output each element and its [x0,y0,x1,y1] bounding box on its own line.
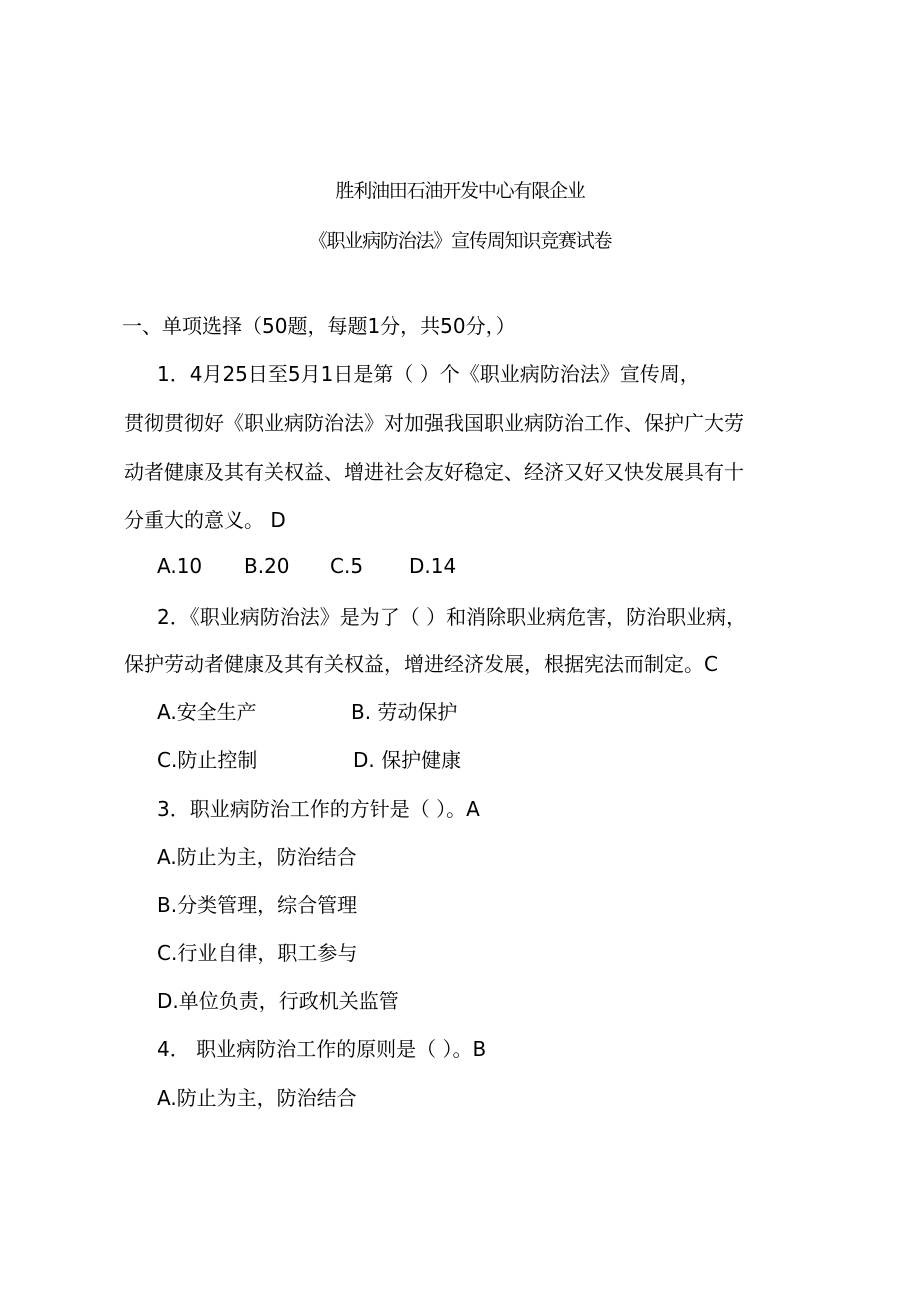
question-1-option-a: A.10 [157,554,203,578]
question-1-option-b: B.20 [244,554,290,578]
question-2-options-row-1 [157,698,557,728]
document-title-company: 胜利油田石油开发中心有限企业 [335,180,585,202]
document-title-exam: 《职业病防治法》宣传周知识竞赛试卷 [308,230,612,252]
question-2-option-a: A.安全生产 [157,700,257,724]
question-3-option-a: A.防止为主，防治结合 [157,845,357,869]
question-2-line-1: 2．《职业病防治法》是为了（ ）和消除职业病危害，防治职业病， [157,605,747,629]
question-4-option-a: A.防止为主，防治结合 [157,1086,357,1110]
question-3-option-b: B.分类管理，综合管理 [157,893,358,917]
question-1-line-2: 贯彻贯彻好《职业病防治法》对加强我国职业病防治工作、保护广大劳 [124,411,744,435]
question-1-options [157,552,557,582]
question-2-option-b: B. 劳动保护 [351,700,458,724]
question-2-options-row-2 [157,746,557,776]
question-2-option-d: D. 保护健康 [353,748,462,772]
question-1-line-4: 分重大的意义。 D [124,508,286,532]
question-3-option-c: C.行业自律，职工参与 [157,941,358,965]
question-1-line-3: 动者健康及其有关权益、增进社会友好稳定、经济又好又快发展具有十 [124,460,744,484]
question-2-line-2: 保护劳动者健康及其有关权益，增进经济发展，根据宪法而制定。C [124,652,718,676]
question-1-option-c: C.5 [330,554,364,578]
question-1-option-d: D.14 [409,554,457,578]
question-3-line-1: 3．职业病防治工作的方针是（ ）。A [157,797,480,821]
question-3-option-d: D.单位负责，行政机关监管 [157,989,399,1013]
question-2-option-c: C.防止控制 [157,748,258,772]
section-heading: 一、单项选择（50题，每题1分，共50分，） [122,314,516,338]
question-4-line-1: 4． 职业病防治工作的原则是（ ）。B [157,1037,487,1061]
question-1-line-1: 1．4月25日至5月1日是第（ ）个《职业病防治法》宣传周， [157,362,700,386]
